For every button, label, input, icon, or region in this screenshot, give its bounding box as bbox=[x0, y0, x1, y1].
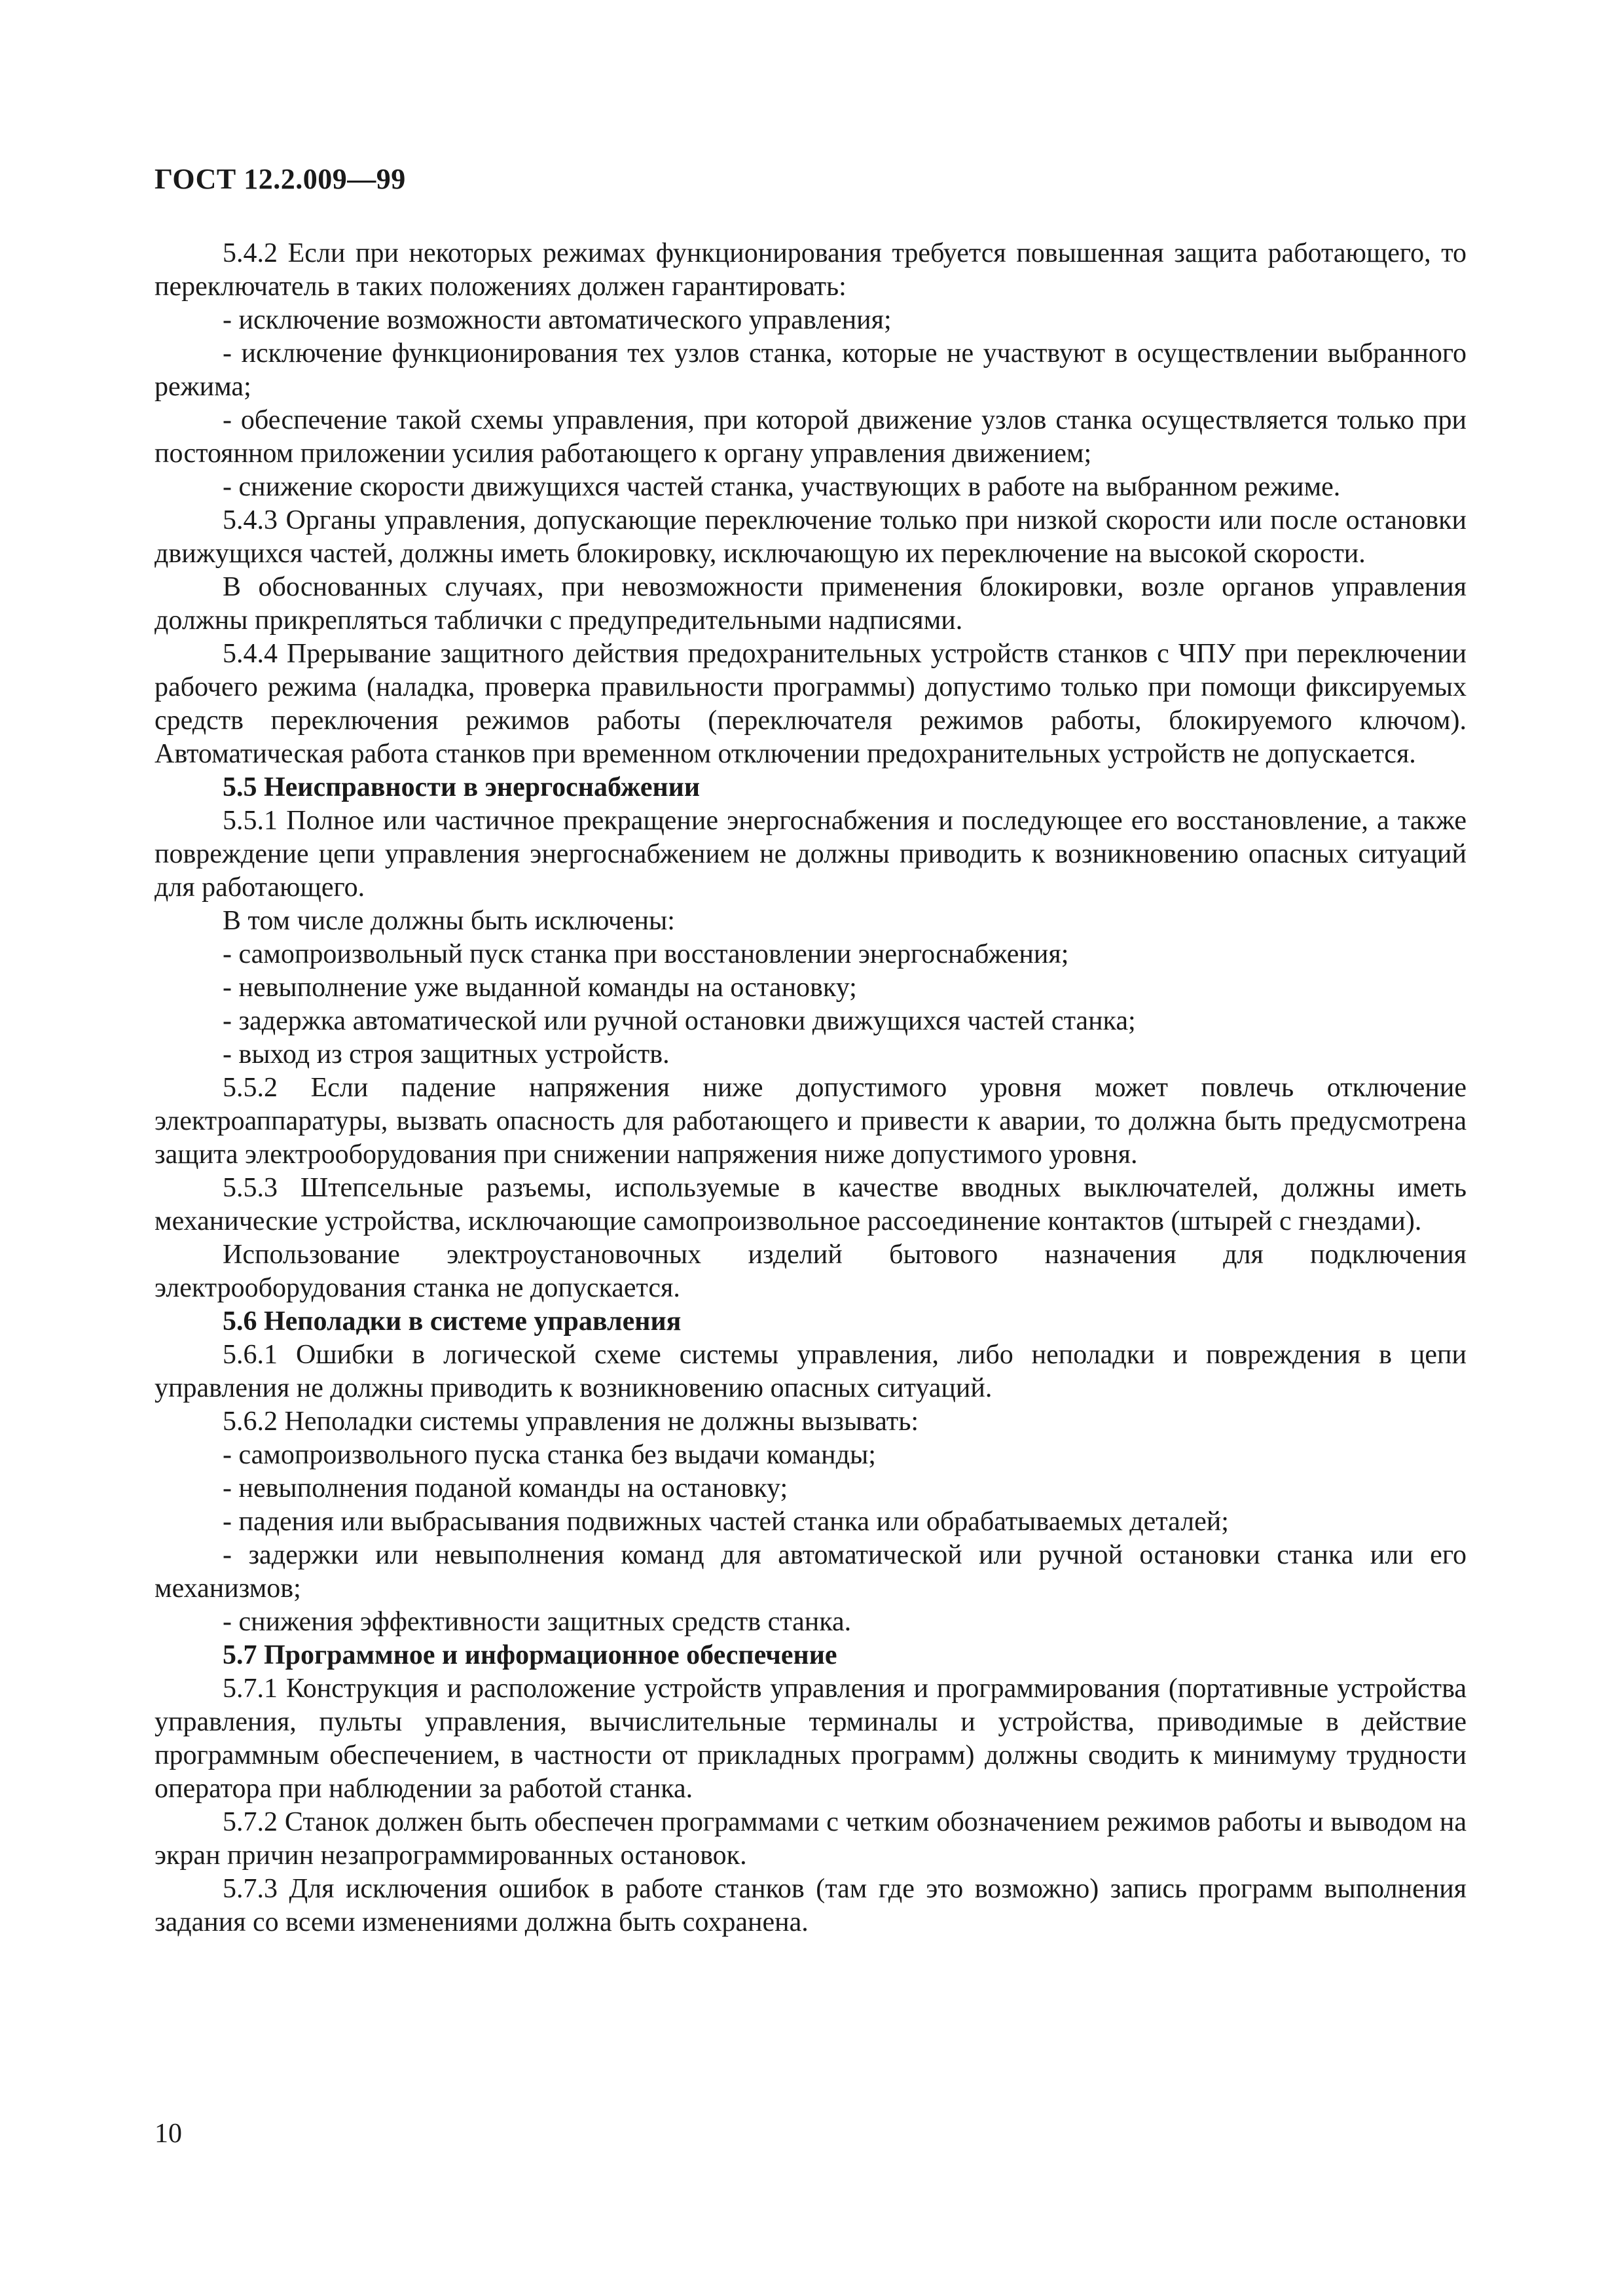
list-item: - самопроизвольного пуска станка без выдачи команды; bbox=[223, 1440, 876, 1470]
paragraph: 5.7.3 Для исключения ошибок в работе станков (там где это возможно) запись программ выполнения задания со всеми изменениями должна быть сохранена. bbox=[155, 1874, 1467, 1937]
paragraph: 5.6.1 Ошибки в логической схеме системы управления, либо неполадки и повреждения в цепи управления не должны приводить к возникновению опасных ситуаций. bbox=[155, 1340, 1467, 1403]
list-item: - задержки или невыполнения команд для автоматической или ручной остановки станка или его механизмов; bbox=[155, 1540, 1467, 1604]
section-heading: 5.5 Неисправности в энергоснабжении bbox=[223, 772, 701, 802]
list-item: - задержка автоматической или ручной остановки движущихся частей станка; bbox=[223, 1006, 1136, 1036]
paragraph: 5.4.2 Если при некоторых режимах функционирования требуется повышенная защита работающего, то переключатель в таких положениях должен гарантировать: bbox=[155, 238, 1467, 302]
paragraph: В обоснованных случаях, при невозможности применения блокировки, возле органов управления должны прикрепляться таблички с предупредительными надписями. bbox=[155, 572, 1467, 636]
section-heading: 5.7 Программное и информационное обеспечение bbox=[223, 1640, 837, 1670]
list-item: - обеспечение такой схемы управления, при которой движение узлов станка осуществляется только при постоянном приложении усилия работающего к органу управления движением; bbox=[155, 405, 1467, 469]
list-item: - падения или выбрасывания подвижных частей станка или обрабатываемых деталей; bbox=[223, 1507, 1229, 1537]
document-header: ГОСТ 12.2.009—99 bbox=[155, 163, 406, 195]
list-item: - невыполнения поданой команды на остановку; bbox=[223, 1473, 788, 1503]
paragraph: 5.4.4 Прерывание защитного действия предохранительных устройств станков с ЧПУ при переключении рабочего режима (наладка, проверка правильности программы) допустимо только при помощи фиксируемых средств переключения режимов работы (переключателя режимов работы, блокируемого ключом). Автоматическая работа станков при временном отключении предохранительных устройств не допускается. bbox=[155, 639, 1467, 769]
paragraph: 5.4.3 Органы управления, допускающие переключение только при низкой скорости или после остановки движущихся частей, должны иметь блокировку, исключающую их переключение на высокой скорости. bbox=[155, 505, 1467, 569]
page-number: 10 bbox=[155, 2119, 182, 2149]
paragraph: 5.5.3 Штепсельные разъемы, используемые в качестве вводных выключателей, должны иметь механические устройства, исключающие самопроизвольное рассоединение контактов (штырей с гнездами). bbox=[155, 1173, 1467, 1236]
paragraph: 5.5.1 Полное или частичное прекращение энергоснабжения и последующее его восстановление, а также повреждение цепи управления энергоснабжением не должны приводить к возникновению опасных ситуаций для работающего. bbox=[155, 806, 1467, 903]
list-item: - самопроизвольный пуск станка при восстановлении энергоснабжения; bbox=[223, 939, 1069, 969]
document-body bbox=[155, 237, 1467, 1939]
paragraph: 5.7.1 Конструкция и расположение устройств управления и программирования (портативные устройства управления, пульты управления, вычислительные терминалы и устройства, приводимые в действие программным обеспечением, в частности от прикладных программ) должны сводить к минимуму трудности оператора при наблюдении за работой станка. bbox=[155, 1674, 1467, 1804]
list-item: - исключение функционирования тех узлов станка, которые не участвуют в осуществлении выбранного режима; bbox=[155, 338, 1467, 402]
paragraph: Использование электроустановочных изделий бытового назначения для подключения электрооборудования станка не допускается. bbox=[155, 1240, 1467, 1303]
paragraph: 5.7.2 Станок должен быть обеспечен программами с четким обозначением режимов работы и выводом на экран причин незапрограммированных остановок. bbox=[155, 1807, 1467, 1871]
list-item: - выход из строя защитных устройств. bbox=[223, 1039, 670, 1069]
list-item: - снижения эффективности защитных средств станка. bbox=[223, 1607, 852, 1637]
list-item: - исключение возможности автоматического управления; bbox=[223, 305, 892, 335]
paragraph: 5.5.2 Если падение напряжения ниже допустимого уровня может повлечь отключение электроаппаратуры, вызвать опасность для работающего и привести к аварии, то должна быть предусмотрена защита электрооборудования при снижении напряжения ниже допустимого уровня. bbox=[155, 1073, 1467, 1170]
paragraph: В том числе должны быть исключены: bbox=[223, 906, 675, 936]
list-item: - невыполнение уже выданной команды на остановку; bbox=[223, 973, 857, 1003]
list-item: - снижение скорости движущихся частей станка, участвующих в работе на выбранном режиме. bbox=[223, 472, 1341, 502]
paragraph: 5.6.2 Неполадки системы управления не должны вызывать: bbox=[223, 1407, 919, 1437]
section-heading: 5.6 Неполадки в системе управления bbox=[223, 1306, 682, 1336]
